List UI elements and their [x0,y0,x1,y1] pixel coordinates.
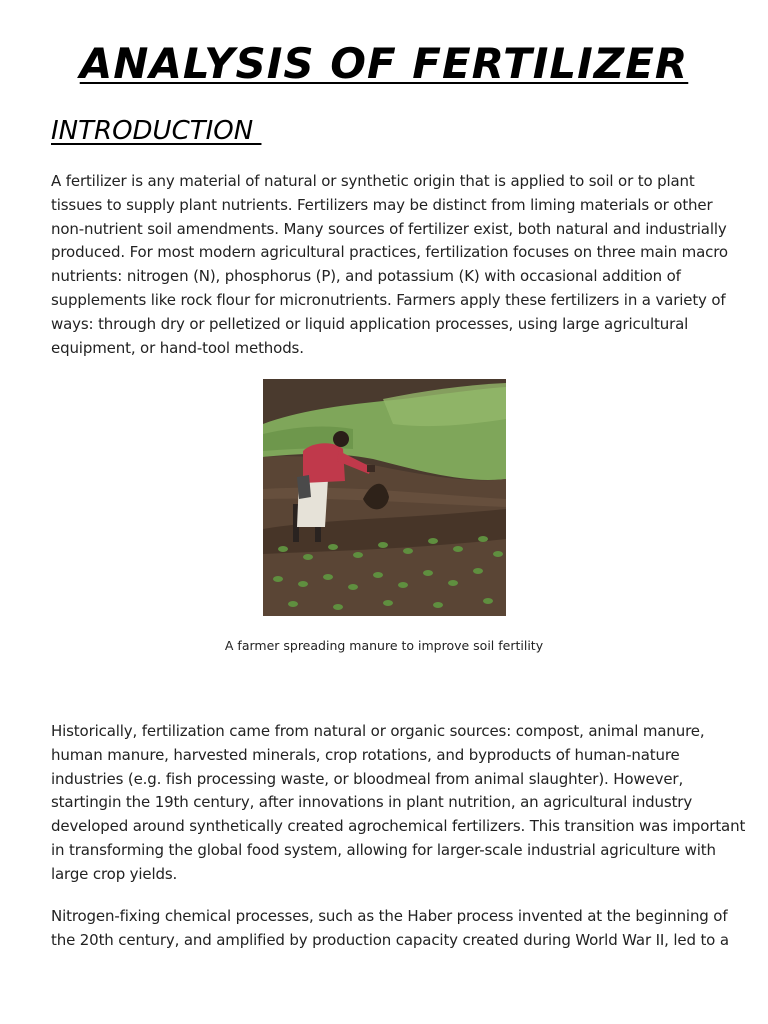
text-line: Nitrogen-fixing chemical processes, such as the Haber process invented at the beginning of [51,907,728,925]
text-line: nutrients: nitrogen (N), phosphorus (P), and potassium (K) with occasional addition of [51,267,681,286]
text-line: human manure, harvested minerals, crop rotations, and byproducts of human-nature [51,745,680,764]
text-line: tissues to supply plant nutrients. Fertilizers may be distinct from liming materials or other [51,195,713,214]
figure-caption: A farmer spreading manure to improve soil fertility [224,638,544,653]
text-line: supplements like rock flour for micronutrients. Farmers apply these fertilizers in a variety of [51,290,726,309]
farmer-photo [263,379,506,616]
intro-paragraph [51,170,728,360]
text-line: produced. For most modern agricultural practices, fertilization focuses on three main macro [51,243,728,262]
text-line: ways: through dry or pelletized or liquid application processes, using large agricultural [51,314,689,333]
document-title: ANALYSIS OF FERTILIZER [79,39,689,88]
text-line: A fertilizer is any material of natural or synthetic origin that is applied to soil or to plant [51,172,695,190]
text-line: non-nutrient soil amendments. Many sources of fertilizer exist, both natural and industrially [51,219,727,238]
text-line: startingin the 19th century, after innovations in plant nutrition, an agricultural industry [51,793,693,812]
text-line: developed around synthetically created agrochemical fertilizers. This transition was important [51,817,746,836]
text-line: Historically, fertilization came from natural or organic sources: compost, animal manure, [51,722,705,740]
text-line: the 20th century, and amplified by production capacity created during World War II, led to a [51,930,729,949]
history-paragraph [51,720,746,887]
section-heading-introduction: INTRODUCTION [51,116,262,146]
text-line: in transforming the global food system, allowing for larger-scale industrial agriculture with [51,840,716,859]
text-line: equipment, or hand-tool methods. [51,338,304,357]
text-line: industries (e.g. fish processing waste, or bloodmeal from animal slaughter). However, [51,769,684,788]
text-line: large crop yields. [51,864,178,883]
nitrogen-paragraph [51,905,729,953]
